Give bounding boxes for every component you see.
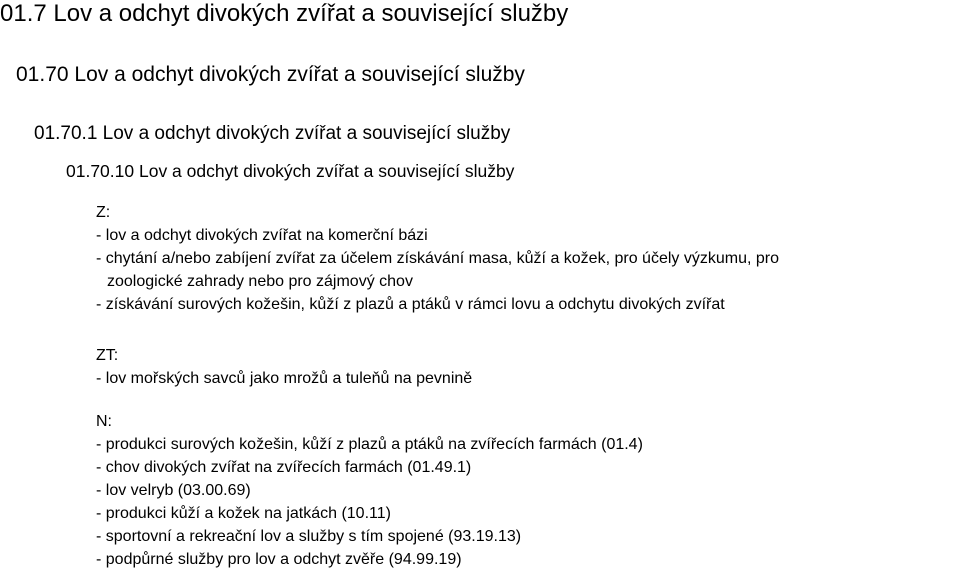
excludes-item: - lov velryb (03.00.69) xyxy=(96,482,251,499)
heading-level-1: 01.7 Lov a odchyt divokých zvířat a související služby xyxy=(0,0,569,27)
heading-level-3: 01.70.1 Lov a odchyt divokých zvířat a související služby xyxy=(34,123,511,144)
excludes-item: - produkci kůží a kožek na jatkách (10.11) xyxy=(96,505,391,522)
also-includes-item: - lov mořských savců jako mrožů a tuleňů na pevnině xyxy=(96,370,473,387)
includes-label: Z: xyxy=(96,204,111,221)
also-includes-section xyxy=(96,344,472,390)
excludes-section xyxy=(96,410,643,571)
heading-level-2: 01.70 Lov a odchyt divokých zvířat a související služby xyxy=(16,63,525,86)
excludes-item: - podpůrné služby pro lov a odchyt zvěře (94.99.19) xyxy=(96,551,462,568)
includes-section xyxy=(96,201,779,316)
excludes-item: - chov divokých zvířat na zvířecích farmách (01.49.1) xyxy=(96,459,472,476)
excludes-label: N: xyxy=(96,413,112,430)
heading-level-4: 01.70.10 Lov a odchyt divokých zvířat a související služby xyxy=(66,161,515,181)
excludes-item: - produkci surových kožešin, kůží z plazů a ptáků na zvířecích farmách (01.4) xyxy=(96,436,643,453)
excludes-item: - sportovní a rekreační lov a služby s tím spojené (93.19.13) xyxy=(96,528,522,545)
includes-item: - získávání surových kožešin, kůží z plazů a ptáků v rámci lovu a odchytu divokých zvířat xyxy=(96,296,725,313)
also-includes-label: ZT: xyxy=(96,347,119,364)
includes-item: - chytání a/nebo zabíjení zvířat za účelem získávání masa, kůží a kožek, pro účely výzkumu, pro xyxy=(96,250,779,267)
includes-item-continuation: zoologické zahrady nebo pro zájmový chov xyxy=(107,273,413,290)
includes-item: - lov a odchyt divokých zvířat na komerční bázi xyxy=(96,227,428,244)
